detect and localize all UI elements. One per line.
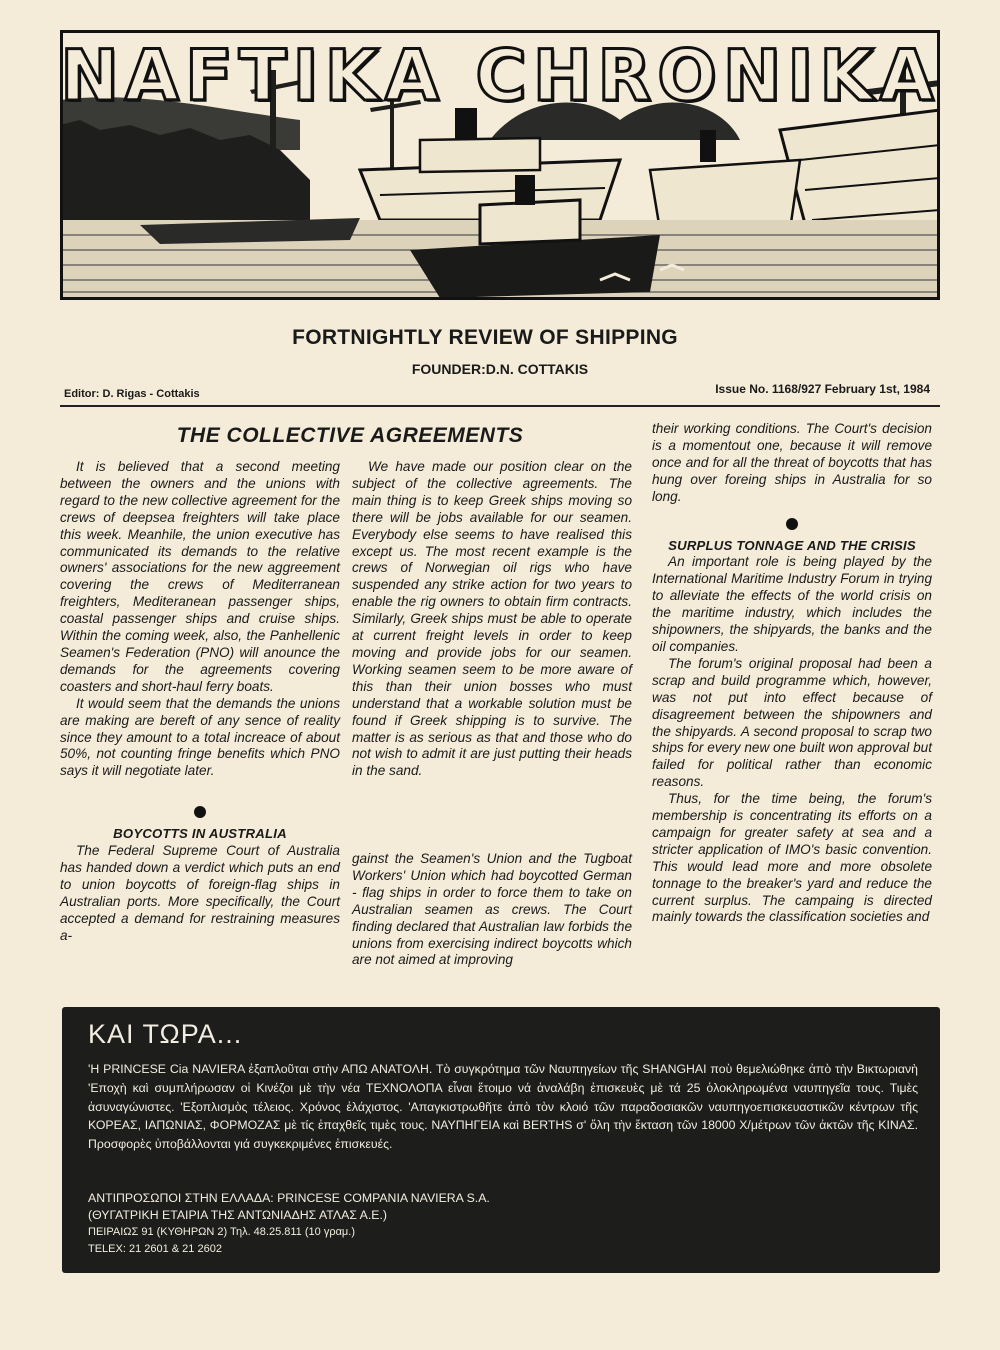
col2-paragraph-2: gainst the Seamen's Union and the Tugboat Workers' Union which had boycotted German - flag ships in order to force them to take on Australian seamen as crews. The Court finding declared that Australian law forbids the unions from exercising indirect boycotts which are not aimed at improving xyxy=(352,851,632,968)
section-heading-boycotts: BOYCOTTS IN AUSTRALIA xyxy=(113,826,287,842)
founder-line: FOUNDER:D.N. COTTAKIS xyxy=(411,361,589,377)
advertisement-box xyxy=(62,1007,940,1273)
editor-line: Editor: D. Rigas - Cottakis xyxy=(64,388,200,400)
headline: THE COLLECTIVE AGREEMENTS xyxy=(176,424,524,447)
col3-paragraph-1: their working conditions. The Court's decision is a momentout one, because it will remove once and for all the threat of boycotts that has hung over foreing ships in Australia for so long. xyxy=(652,421,932,504)
section-bullet xyxy=(786,518,798,530)
col3-paragraph-4: Thus, for the time being, the forum's membership is concentrating its efforts on a campaign for greater safety at sea and a stricter application of IMO's basic convention. This would lead more and more obsolete tonnage to the breaker's yard and reduce the current surplus. The campaing is directed mainly towards the classification societies and xyxy=(652,791,932,925)
col1-paragraph-3: The Federal Supreme Court of Australia has handed down a verdict which puts an end to union boycotts of foreign-flag ships in Australian ports. More specifically, the Court accepted a demand for restraining measures a- xyxy=(60,843,340,943)
section-bullet xyxy=(194,806,206,818)
header-rule xyxy=(60,405,940,407)
ad-title: ΚΑΙ ΤΩΡΑ... xyxy=(88,1019,243,1049)
col1-paragraph-1: It is believed that a second meeting between the owners and the unions with regard to the new collective agreement for the crews of deepsea freighters will take place this week. Meanhile, the union executive has communicated its demands to the relative owners' associations for the new aggreement covering the crews of Mediterranean freighters, Mediteranean passenger ships, coastal passenger ships and cruise ships. Within the coming week, also, the Panhellenic Seamen's Federation (PNO) will anounce the demands for the agreements covering coasters and short-haul ferry boats. xyxy=(60,459,340,694)
ad-body: 'Η PRINCESE Cia NAVIERA ἐξαπλοῦται στὴν ΑΠΩ ΑΝΑΤΟΛΗ. Τὸ συγκρότημα τῶν Ναυπηγείων τῆς SHANGHAI ποὺ θεμελιώθηκε ἀπὸ τὴν Βικτωριανὴ 'Εποχὴ καὶ συμπλήρωσαν οἱ Κινέζοι μὲ τὴν νέα ΤΕΧΝΟΛΟΠΑ εἶναι ἕτοιμο νά ἀναλάβη ἐπισκευὲς μὲ τά 25 ὁλοκληρωμένα ναυπηγεῖα τους. Τιμὲς ἀσυναγώνιστες. 'Εξοπλισμὸς τέλειος. Χρόνος ἐλάχιστος. 'Απαγκιστρωθῆτε ἀπὸ τὸν κλοιό τῶν παραδοσιακῶν ναυπηγοεπισκευαστικῶν κέντρων τῆς ΚΟΡΕΑΣ, ΙΑΠΩΝΙΑΣ, ΦΟΡΜΟΖΑΣ μὲ τίς ἐπαχθεῖς τιμὲς τους. ΝΑΥΠΗΓΕΙΑ καὶ BERTHS σ' ὅλη τὴν ἔκταση τῶν 18000 Χ/μέτρων τῶν ἀκτῶν τῆς ΚΙΝΑΣ. Προσφορὲς ὑποβάλλονται γιά συγκεκριμένες ἐπισκευές. xyxy=(88,1062,918,1152)
column-2-continued xyxy=(352,851,632,969)
ad-representatives: ΑΝΤΙΠΡΟΣΩΠΟΙ ΣΤΗΝ ΕΛΛΑΔΑ: PRINCESE COMPANIA NAVIERA S.A. xyxy=(88,1191,490,1205)
ad-contact xyxy=(88,1190,918,1258)
column-1 xyxy=(60,459,340,945)
section-heading-surplus: SURPLUS TONNAGE AND THE CRISIS xyxy=(668,537,916,553)
masthead-title: NAFTIKA CHRONIKA xyxy=(60,35,940,117)
col3-paragraph-3: The forum's original proposal had been a scrap and build programme which, however, was not put into effect because of disagreement between the shipowners and the shipyards. A second proposal to scrap two ships for every new one built won approval but failed for political rather than economic reasons. xyxy=(652,655,932,790)
col2-paragraph-1: We have made our position clear on the subject of the collective agreements. The main thing is to keep Greek ships moving so there will be jobs available for our seamen. Everybody else seems to have realised this except us. The most recent example is the crews of Norwegian oil rigs who have suspended any strike action for two years to enable the rig owners to obtain firm contracts. Similarly, Greek ships must be able to operate at current freight levels in order to keep moving and provide jobs for our seamen. Working seamen seem to be more aware of this than their union bosses who must understand that a workable solution must be found if Greek shipping is to survive. The matter is as serious as that and those who do not wish to admit it are just putting their heads in the sand. xyxy=(352,459,632,779)
ad-telex: TELEX: 21 2601 & 21 2602 xyxy=(88,1243,222,1255)
issue-line: Issue No. 1168/927 February 1st, 1984 xyxy=(715,382,930,396)
col1-paragraph-2: It would seem that the demands the unions are making are bereft of any sence of reality since they amount to a total increace of about 50%, not counting fringe benefits which PNO says it will negotiate later. xyxy=(60,695,340,779)
ad-subsidiary: (ΘΥΓΑΤΡΙΚΗ ΕΤΑΙΡΙΑ ΤΗΣ ΑΝΤΩΝΙΑΔΗΣ ΑΤΛΑΣ Α.Ε.) xyxy=(88,1208,387,1222)
column-2 xyxy=(352,459,632,780)
col3-paragraph-2: An important role is being played by the International Maritime Industry Forum in trying to alleviate the effects of the world crisis on the maritime industry, which includes the shipowners, the shipyards, the banks and the oil companies. xyxy=(652,554,932,654)
masthead xyxy=(60,30,940,300)
ad-address: ΠΕΙΡΑΙΩΣ 91 (ΚΥΘΗΡΩΝ 2) Τηλ. 48.25.811 (10 γραμ.) xyxy=(88,1226,355,1238)
column-3 xyxy=(652,421,932,926)
subtitle: FORTNIGHTLY REVIEW OF SHIPPING xyxy=(292,326,678,349)
